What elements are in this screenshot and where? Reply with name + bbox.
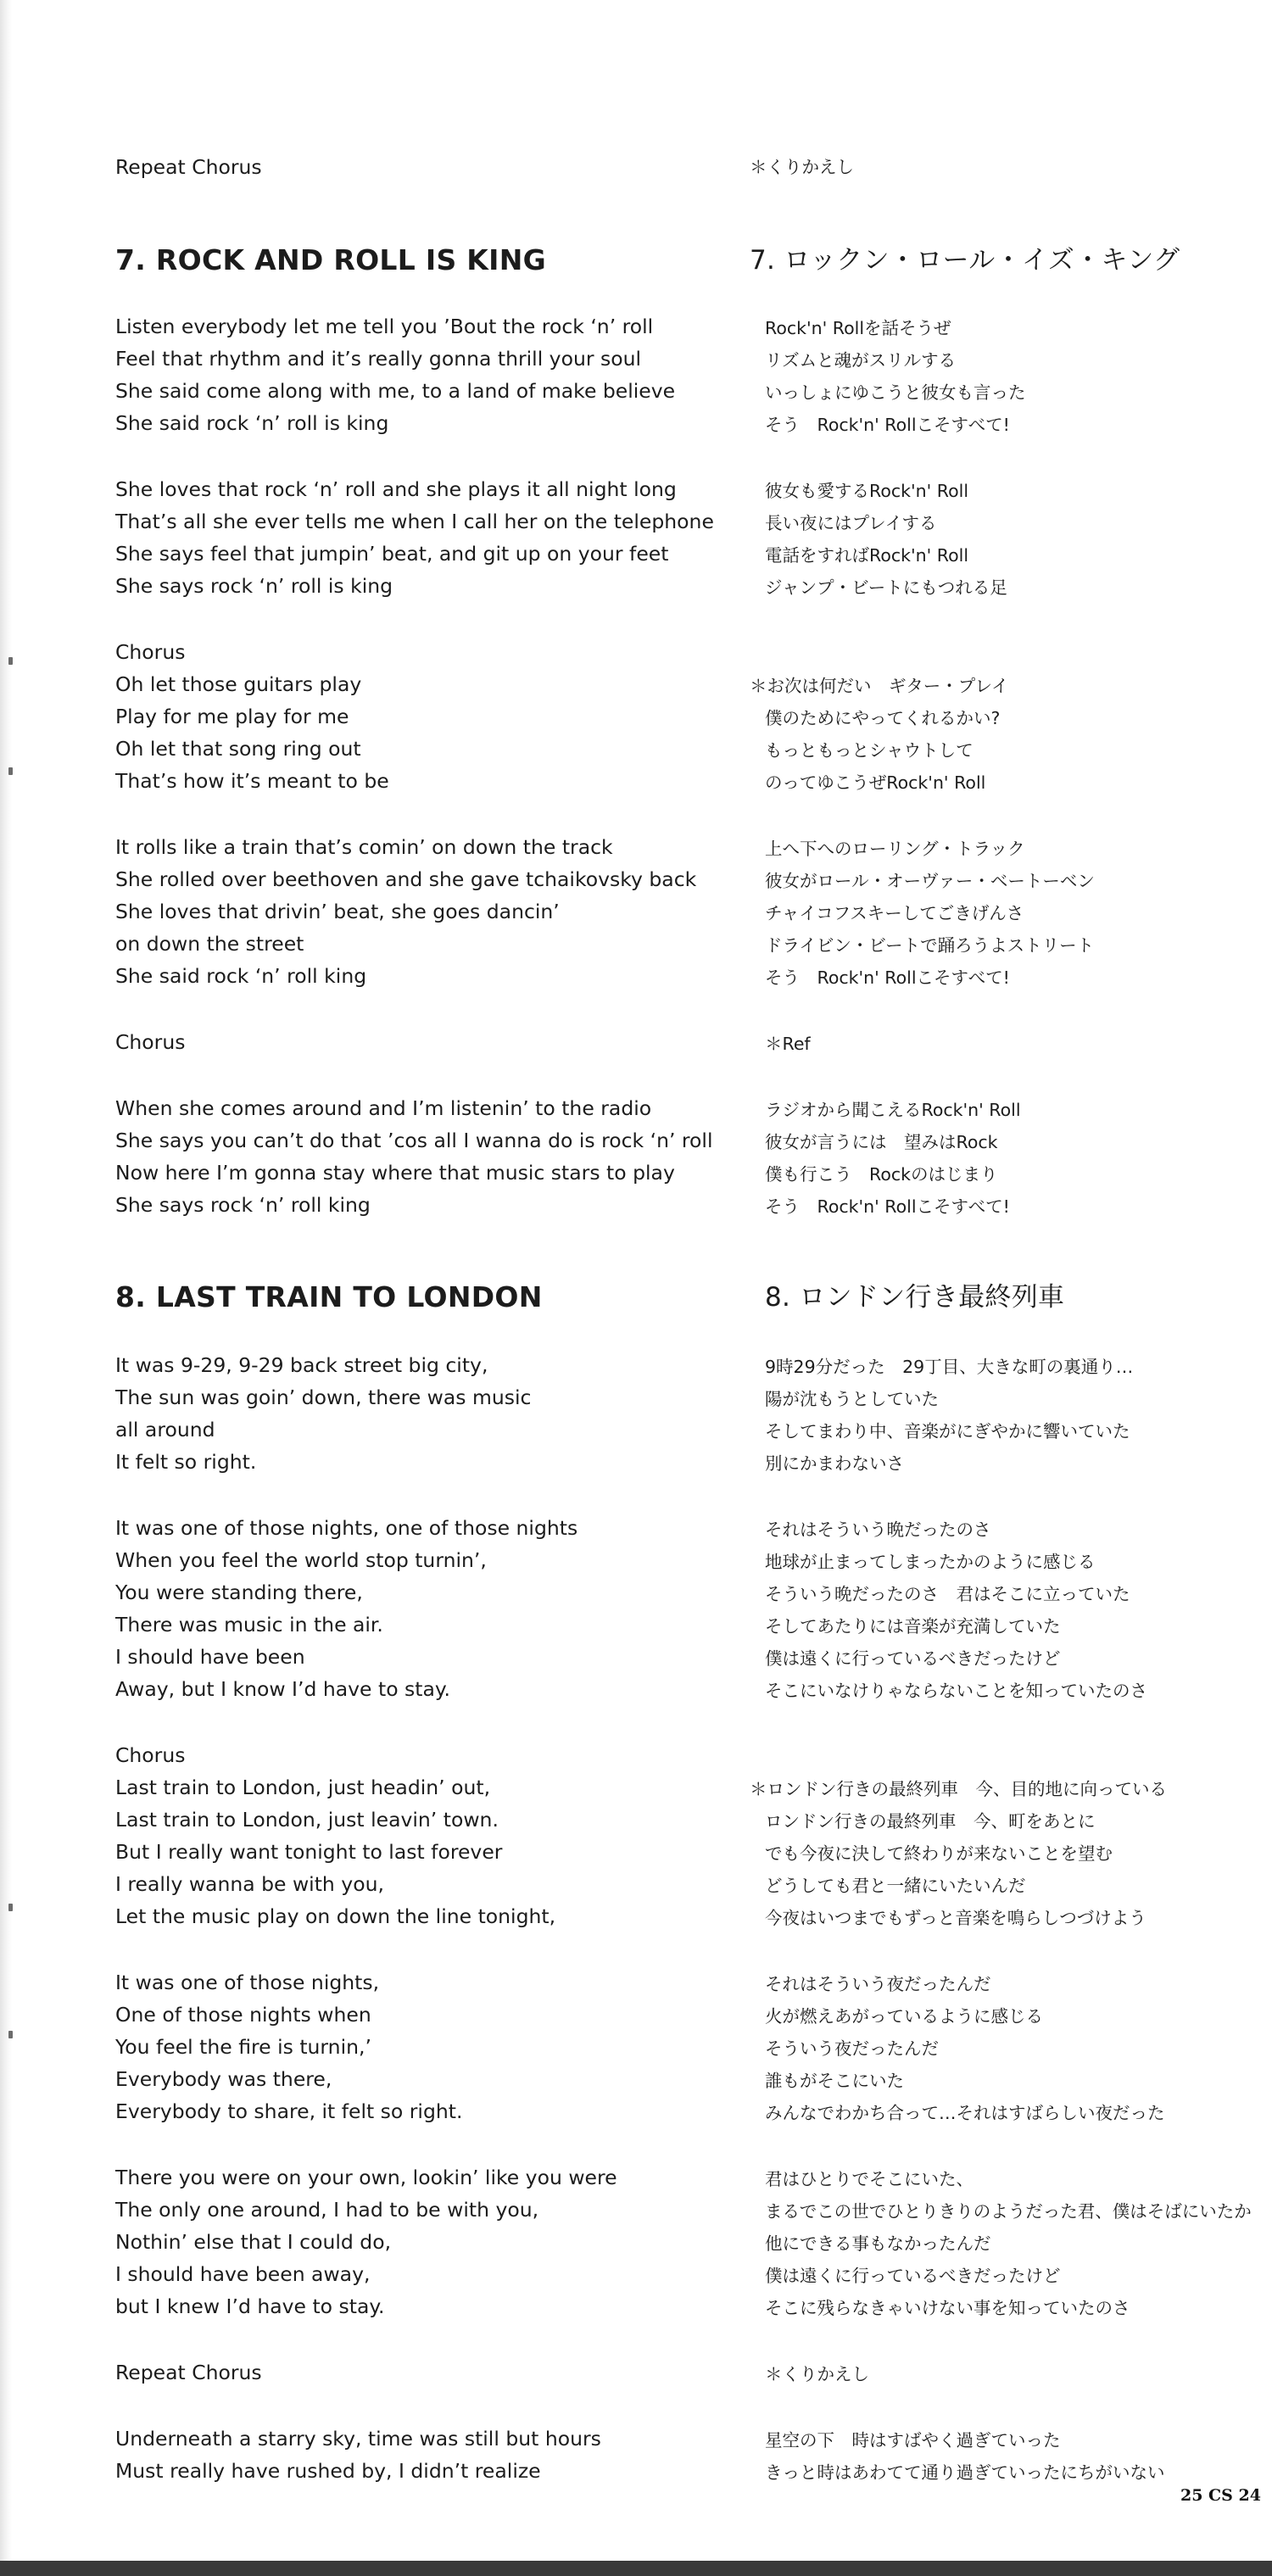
- japanese-line: リズムと魂がスリルする: [765, 350, 957, 371]
- english-line: Away, but I know I’d have to stay.: [115, 1677, 450, 1701]
- english-line: She says rock ‘n’ roll king: [115, 1193, 371, 1217]
- english-line: Last train to London, just headin’ out,: [115, 1776, 491, 1799]
- english-line: But I really want tonight to last forever: [115, 1840, 503, 1864]
- english-line: Must really have rushed by, I didn’t realize: [115, 2459, 541, 2483]
- english-line: She said rock ‘n’ roll king: [115, 964, 367, 988]
- english-line: That’s how it’s meant to be: [115, 769, 389, 793]
- english-line: She says you can’t do that ’cos all I wanna do is rock ‘n’ roll: [115, 1129, 713, 1152]
- english-line: Nothin’ else that I could do,: [115, 2230, 392, 2254]
- japanese-line: のってゆこうぜRock'n' Roll: [765, 772, 986, 793]
- japanese-line: 地球が止まってしまったかのように感じる: [765, 1552, 1096, 1572]
- japanese-line: 別にかまわないさ: [765, 1453, 904, 1474]
- english-line: Let the music play on down the line tonight,: [115, 1904, 556, 1928]
- japanese-line: 9時29分だった 29丁目、大きな町の裏通り…: [765, 1357, 1134, 1377]
- japanese-line: ＊Ref: [765, 1034, 811, 1054]
- english-line: It was one of those nights, one of those nights: [115, 1516, 578, 1540]
- japanese-line: そういう夜だったんだ: [765, 2038, 939, 2059]
- japanese-line: ジャンプ・ビートにもつれる足: [765, 577, 1007, 598]
- english-line: When she comes around and I’m listenin’ to the radio: [115, 1096, 652, 1120]
- japanese-line: いっしょにゆこうと彼女も言った: [765, 382, 1026, 403]
- japanese-line: ラジオから聞こえるRock'n' Roll: [765, 1100, 1021, 1120]
- japanese-line: 彼女も愛するRock'n' Roll: [765, 481, 969, 501]
- japanese-line: 火が燃えあがっているように感じる: [765, 2006, 1043, 2027]
- japanese-line: それはそういう晩だったのさ: [765, 1519, 991, 1540]
- english-line: Oh let that song ring out: [115, 737, 361, 761]
- scan-mark: [8, 767, 13, 775]
- english-line: She said come along with me, to a land of make believe: [115, 379, 676, 403]
- english-line: You were standing there,: [115, 1581, 363, 1604]
- english-line: Now here I’m gonna stay where that music stars to play: [115, 1161, 675, 1185]
- japanese-line: ＊ロンドン行きの最終列車 今、目的地に向っている: [750, 1779, 1167, 1799]
- japanese-line: 僕は遠くに行っているべきだったけど: [765, 1648, 1061, 1669]
- english-line: Last train to London, just leavin’ town.: [115, 1808, 499, 1832]
- japanese-line: それはそういう夜だったんだ: [765, 1974, 991, 1994]
- scan-mark: [8, 2031, 13, 2038]
- japanese-line: そう Rock'n' Rollこそすべて!: [765, 967, 1010, 988]
- english-line: Repeat Chorus: [115, 155, 262, 179]
- english-line: on down the street: [115, 932, 304, 956]
- english-line: Everybody was there,: [115, 2067, 332, 2091]
- english-line: Chorus: [115, 1743, 186, 1767]
- english-line: I should have been away,: [115, 2262, 371, 2286]
- japanese-line: そしてまわり中、音楽がにぎやかに響いていた: [765, 1421, 1130, 1441]
- japanese-line: 彼女が言うには 望みはRock: [765, 1132, 998, 1152]
- japanese-line: まるでこの世でひとりきりのようだった君、僕はそばにいたか: [765, 2201, 1252, 2222]
- japanese-line: ＊くりかえし: [765, 2364, 869, 2384]
- english-line: Play for me play for me: [115, 705, 349, 728]
- japanese-line: もっともっとシャウトして: [765, 740, 974, 761]
- japanese-line: ロンドン行きの最終列車 今、町をあとに: [765, 1811, 1096, 1832]
- japanese-line: 彼女がロール・オーヴァー・ベートーベン: [765, 871, 1095, 891]
- scan-edge-bottom: [0, 2561, 1272, 2576]
- japanese-line: ＊お次は何だい ギター・プレイ: [750, 676, 1009, 696]
- japanese-line: Rock'n' Rollを話そうぜ: [765, 318, 951, 338]
- english-line: That’s all she ever tells me when I call her on the telephone: [115, 510, 714, 533]
- english-line: Everybody to share, it felt so right.: [115, 2099, 463, 2123]
- japanese-line: そういう晩だったのさ 君はそこに立っていた: [765, 1584, 1130, 1604]
- japanese-line: チャイコフスキーしてごきげんさ: [765, 903, 1024, 923]
- japanese-line: そこにいなけりゃならないことを知っていたのさ: [765, 1681, 1147, 1701]
- scan-mark: [8, 1904, 13, 1911]
- english-line: Underneath a starry sky, time was still but hours: [115, 2427, 601, 2451]
- japanese-line: 電話をすればRock'n' Roll: [765, 545, 969, 566]
- japanese-line: 上へ下へのローリング・トラック: [765, 839, 1025, 859]
- english-line: I really wanna be with you,: [115, 1872, 384, 1896]
- japanese-line: 今夜はいつまでもずっと音楽を鳴らしつづけよう: [765, 1908, 1146, 1928]
- english-line: The only one around, I had to be with you,: [115, 2198, 539, 2222]
- japanese-line: 他にできる事もなかったんだ: [765, 2233, 991, 2254]
- english-line: When you feel the world stop turnin’,: [115, 1548, 487, 1572]
- japanese-line: 陽が沈もうとしていた: [765, 1389, 939, 1409]
- english-line: Oh let those guitars play: [115, 672, 362, 696]
- song-title-japanese: 7. ロックン・ロール・イズ・キング: [750, 245, 1180, 276]
- japanese-line: そう Rock'n' Rollこそすべて!: [765, 415, 1010, 435]
- english-line: You feel the fire is turnin,’: [115, 2035, 371, 2059]
- japanese-line: 長い夜にはプレイする: [765, 513, 937, 533]
- japanese-line: 星空の下 時はすばやく過ぎていった: [765, 2430, 1061, 2451]
- song-title-english: 8. LAST TRAIN TO LONDON: [115, 1280, 543, 1313]
- english-line: She loves that rock ‘n’ roll and she plays it all night long: [115, 477, 677, 501]
- english-line: She says feel that jumpin’ beat, and git up on your feet: [115, 542, 669, 566]
- english-line: It was one of those nights,: [115, 1971, 380, 1994]
- english-line: I should have been: [115, 1645, 305, 1669]
- english-line: The sun was goin’ down, there was music: [115, 1386, 532, 1409]
- english-line: all around: [115, 1418, 215, 1441]
- english-line: There you were on your own, lookin’ like you were: [115, 2166, 617, 2189]
- scan-edge-left: [0, 0, 12, 2576]
- english-line: It rolls like a train that’s comin’ on down the track: [115, 835, 613, 859]
- page-number: 25 CS 24: [1180, 2486, 1261, 2505]
- english-line: Feel that rhythm and it’s really gonna thrill your soul: [115, 347, 642, 371]
- scan-mark: [8, 657, 13, 665]
- english-line: One of those nights when: [115, 2003, 371, 2027]
- english-line: She rolled over beethoven and she gave tchaikovsky back: [115, 867, 697, 891]
- english-line: She loves that drivin’ beat, she goes dancin’: [115, 900, 560, 923]
- japanese-line: そこに残らなきゃいけない事を知っていたのさ: [765, 2298, 1130, 2318]
- english-line: Repeat Chorus: [115, 2361, 262, 2384]
- japanese-line: 僕は遠くに行っているべきだったけど: [765, 2266, 1061, 2286]
- english-line: She said rock ‘n’ roll is king: [115, 411, 389, 435]
- song-title-english: 7. ROCK AND ROLL IS KING: [115, 243, 547, 276]
- japanese-line: ＊くりかえし: [750, 157, 854, 177]
- japanese-line: 誰もがそこにいた: [765, 2071, 904, 2091]
- japanese-line: 僕のためにやってくれるかい?: [765, 708, 1001, 728]
- english-line: It felt so right.: [115, 1450, 257, 1474]
- japanese-line: どうしても君と一緒にいたいんだ: [765, 1876, 1026, 1896]
- english-line: Chorus: [115, 1030, 186, 1054]
- english-line: It was 9-29, 9-29 back street big city,: [115, 1353, 488, 1377]
- japanese-line: でも今夜に決して終わりが来ないことを望む: [765, 1843, 1113, 1864]
- japanese-line: 僕も行こう Rockのはじまり: [765, 1164, 998, 1185]
- japanese-line: みんなでわかち合って…それはすばらしい夜だった: [765, 2103, 1165, 2123]
- japanese-line: そしてあたりには音楽が充満していた: [765, 1616, 1061, 1636]
- japanese-line: そう Rock'n' Rollこそすべて!: [765, 1196, 1010, 1217]
- japanese-line: 君はひとりでそこにいた、: [765, 2169, 974, 2189]
- japanese-line: ドライビン・ビートで踊ろうよストリート: [765, 935, 1095, 956]
- english-line: but I knew I’d have to stay.: [115, 2294, 385, 2318]
- japanese-line: きっと時はあわてて通り過ぎていったにちがいない: [765, 2462, 1165, 2483]
- song-title-japanese: 8. ロンドン行き最終列車: [765, 1282, 1065, 1313]
- english-line: Chorus: [115, 640, 186, 664]
- english-line: She says rock ‘n’ roll is king: [115, 574, 393, 598]
- english-line: Listen everybody let me tell you ’Bout the rock ‘n’ roll: [115, 315, 654, 338]
- english-line: There was music in the air.: [115, 1613, 383, 1636]
